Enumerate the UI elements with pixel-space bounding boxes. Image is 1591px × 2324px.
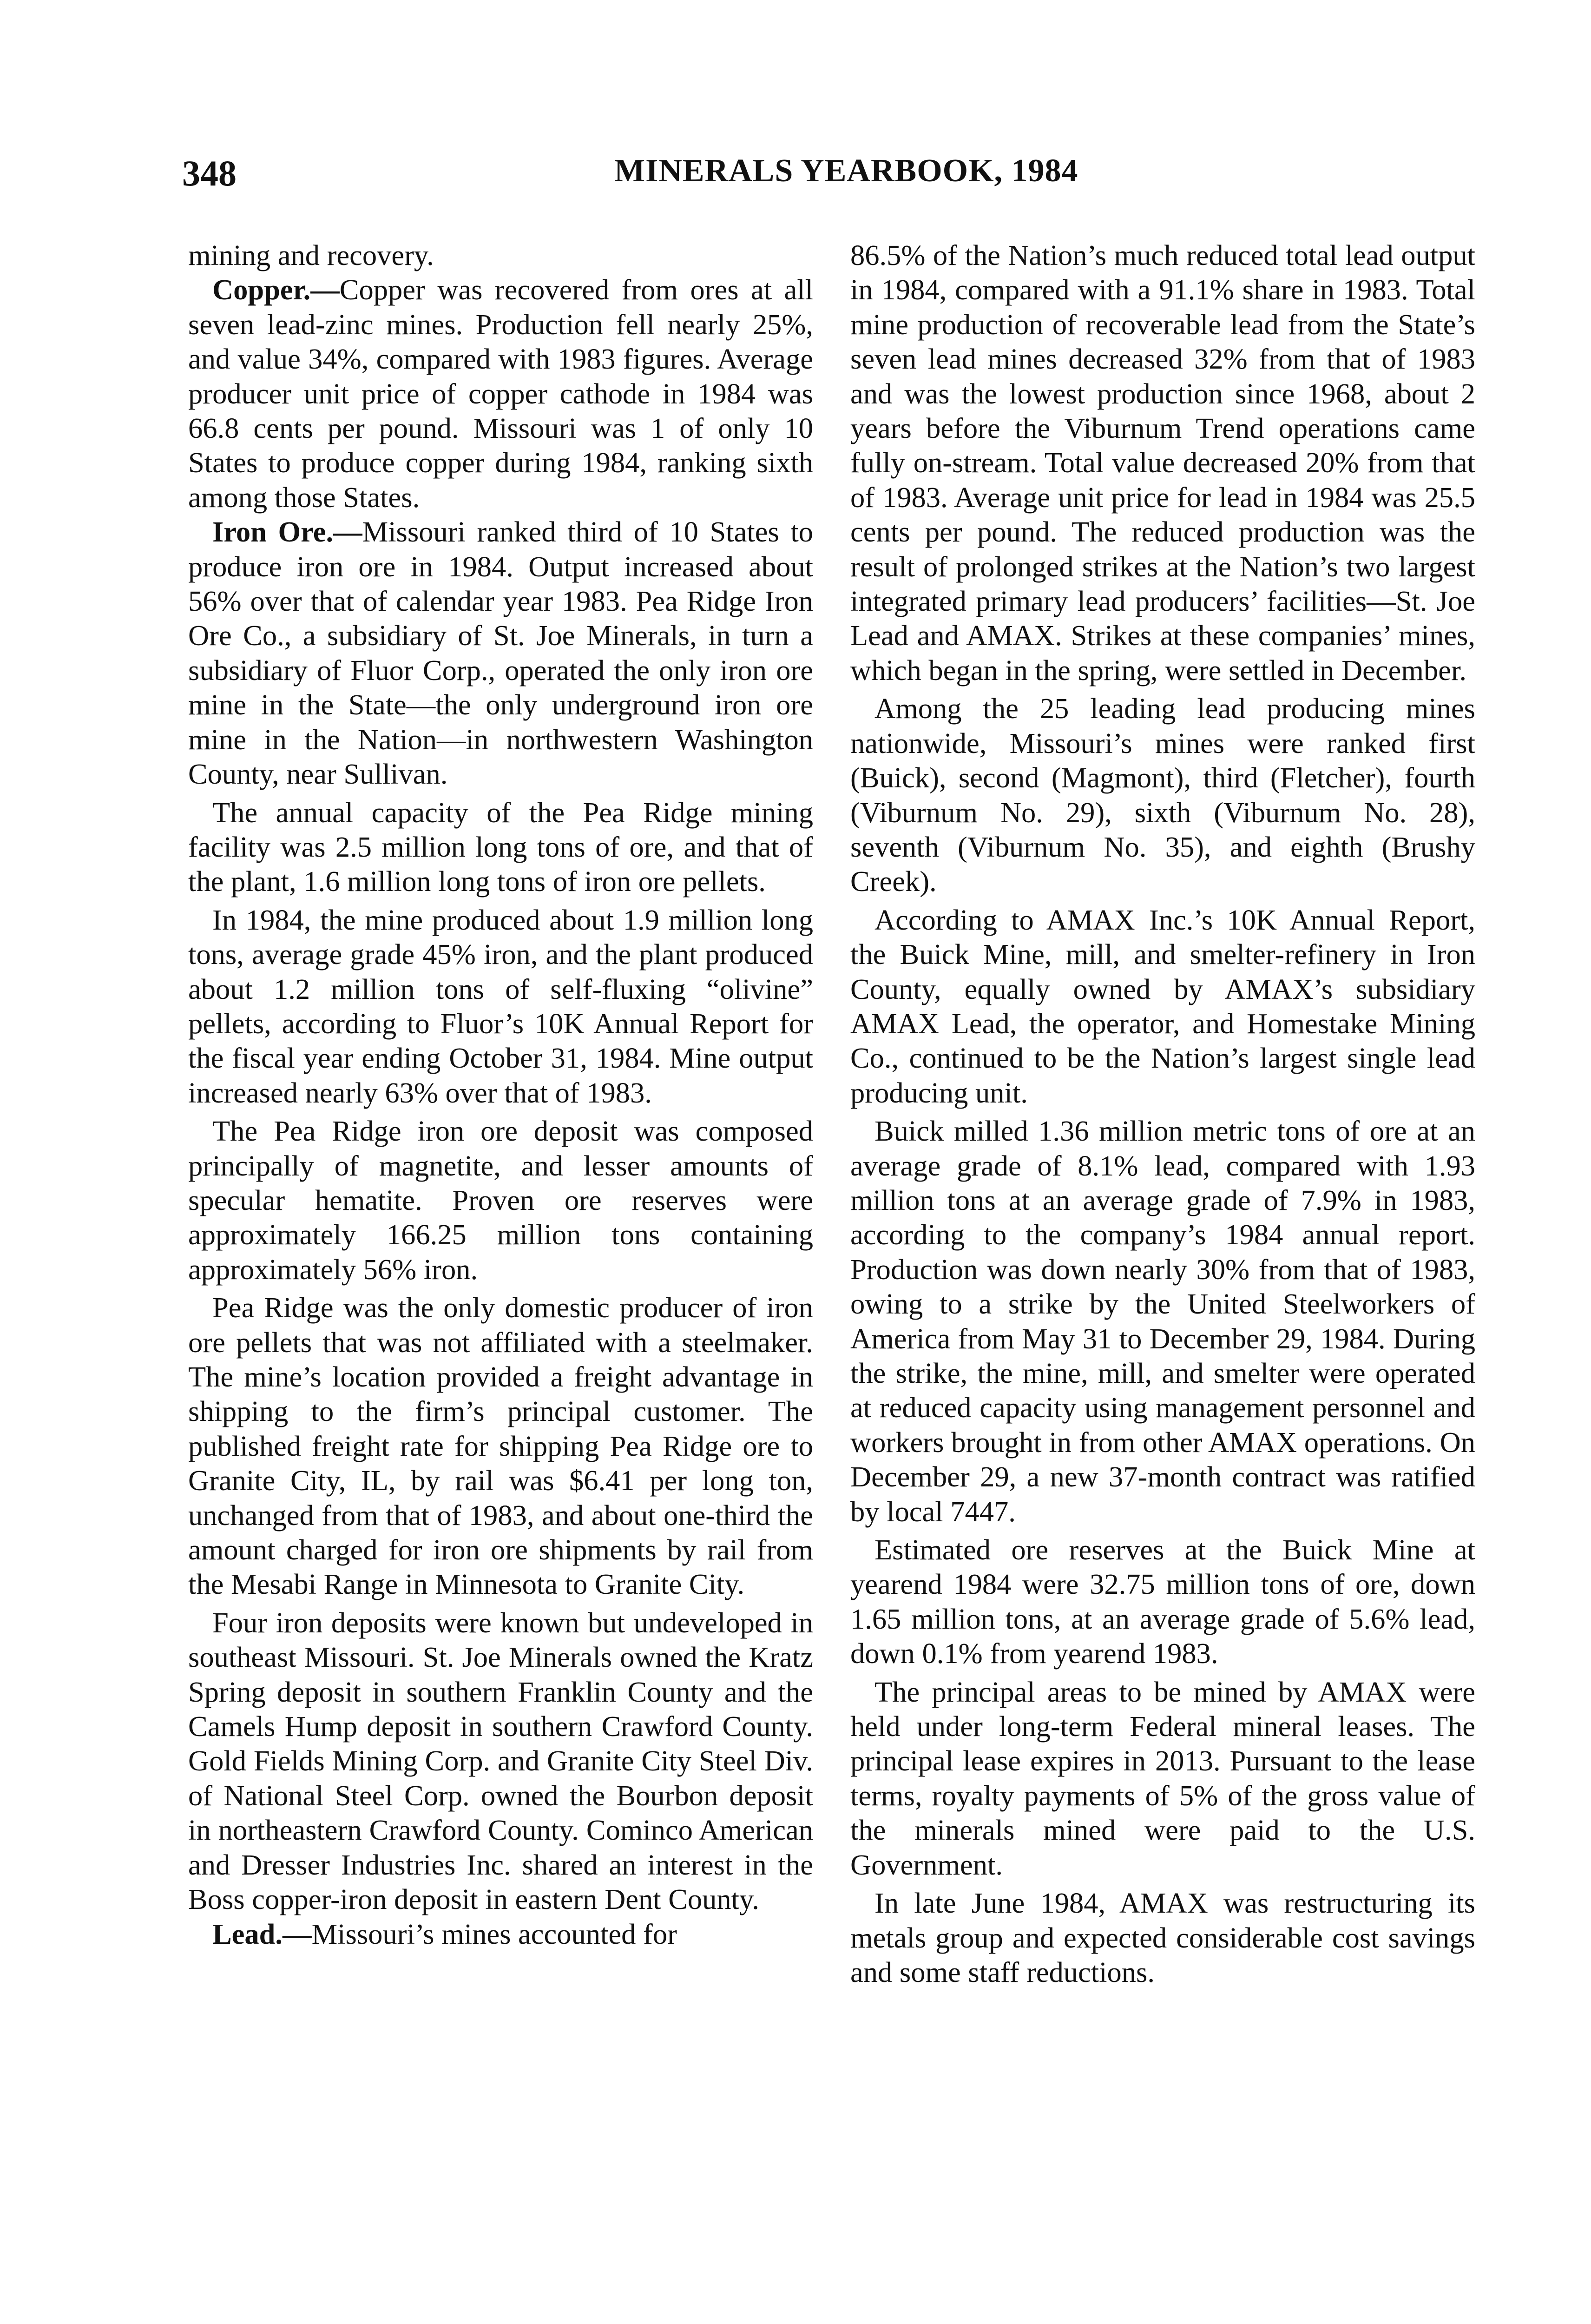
left-column xyxy=(188,238,813,1951)
paragraph-text: Copper was recovered from ores at all seven lead-zinc mines. Production fell nearly 25%, and value 34%, compared with 1983 figures. Average producer unit price of copper cathode in 1984 was 66.8 cents per pound. Missouri was 1 of only 10 States to produce copper during 1984, ranking sixth among those States. xyxy=(188,273,813,514)
paragraph: Among the 25 leading lead producing mines nationwide, Missouri’s mines were ranked first (Buick), second (Magmont), third (Fletcher), fourth (Viburnum No. 29), sixth (Viburnum No. 28), seventh (Viburnum No. 35), and eighth (Brushy Creek). xyxy=(850,692,1475,898)
paragraph: According to AMAX Inc.’s 10K Annual Report, the Buick Mine, mill, and smelter-refinery in Iron County, equally owned by AMAX’s subsidiary AMAX Lead, the operator, and Homestake Mining Co., continued to be the Nation’s largest single lead producing unit. xyxy=(850,903,1475,1109)
paragraph: Four iron deposits were known but undeveloped in southeast Missouri. St. Joe Minerals owned the Kratz Spring deposit in southern Franklin County and the Camels Hump deposit in southern Crawford County. Gold Fields Mining Corp. and Granite City Steel Div. of National Steel Corp. owned the Bourbon deposit in northeastern Crawford County. Cominco American and Dresser Industries Inc. shared an interest in the Boss copper-iron deposit in eastern Dent County. xyxy=(188,1606,813,1916)
paragraph: In late June 1984, AMAX was restructuring its metals group and expected considerable cost savings and some staff reductions. xyxy=(850,1887,1475,1988)
paragraph-lead xyxy=(188,1917,813,1951)
paragraph-copper xyxy=(188,272,813,515)
paragraph: Buick milled 1.36 million metric tons of ore at an average grade of 8.1% lead, compared with 1.93 million tons at an average grade of 7.9% in 1983, according to the company’s 1984 annual report. Production was down nearly 30% from that of 1983, owing to a strike by the United Steelworkers of America from May 31 to December 29, 1984. During the strike, the mine, mill, and smelter were operated at reduced capacity using management personnel and workers brought in from other AMAX operations. On December 29, a new 37-month contract was ratified by local 7447. xyxy=(850,1115,1475,1528)
paragraph: mining and recovery. xyxy=(188,239,434,271)
page-header xyxy=(182,152,1539,199)
paragraph-iron-ore xyxy=(188,515,813,791)
section-heading-lead: Lead.— xyxy=(212,1917,312,1950)
section-heading-copper: Copper.— xyxy=(212,273,340,306)
paragraph-text: Missouri ranked third of 10 States to produce iron ore in 1984. Output increased about 56% over that of calendar year 1983. Pea Ridge Iron Ore Co., a subsidiary of St. Joe Minerals, in turn a subsidiary of Fluor Corp., operated the only iron ore mine in the State—the only underground iron ore mine in the Nation—in northwestern Washington County, near Sullivan. xyxy=(188,515,813,791)
paragraph: Pea Ridge was the only domestic producer of iron ore pellets that was not affiliated with a steelmaker. The mine’s location provided a freight advantage in shipping to the firm’s principal customer. The published freight rate for shipping Pea Ridge ore to Granite City, IL, by rail was $6.41 per long ton, unchanged from that of 1983, and about one-third the amount charged for iron ore shipments by rail from the Mesabi Range in Minnesota to Granite City. xyxy=(188,1291,813,1601)
paragraph: The Pea Ridge iron ore deposit was composed principally of magnetite, and lesser amounts of specular hematite. Proven ore reserves were approximately 166.25 million tons containing approximately 56% iron. xyxy=(188,1115,813,1286)
paragraph: Estimated ore reserves at the Buick Mine at yearend 1984 were 32.75 million tons of ore, down 1.65 million tons, at an average grade of 5.6% lead, down 0.1% from yearend 1983. xyxy=(850,1533,1475,1670)
paragraph: 86.5% of the Nation’s much reduced total lead output in 1984, compared with a 91.1% share in 1983. Total mine production of recoverable lead from the State’s seven lead mines decreased 32% from that of 1983 and was the lowest production since 1968, about 2 years before the Viburnum Trend operations came fully on-stream. Total value decreased 20% from that of 1983. Average unit price for lead in 1984 was 25.5 cents per pound. The reduced production was the result of prolonged strikes at the Nation’s two largest integrated primary lead producers’ facilities—St. Joe Lead and AMAX. Strikes at these companies’ mines, which began in the spring, were settled in December. xyxy=(850,239,1475,687)
right-column xyxy=(850,238,1475,1989)
page-number: 348 xyxy=(182,153,237,193)
paragraph: The principal areas to be mined by AMAX were held under long-term Federal mineral leases. The principal lease expires in 2013. Pursuant to the lease terms, royalty payments of 5% of the gross value of the minerals mined were paid to the U.S. Government. xyxy=(850,1675,1475,1881)
paragraph: In 1984, the mine produced about 1.9 million long tons, average grade 45% iron, and the plant produced about 1.2 million tons of self-fluxing “olivine” pellets, according to Fluor’s 10K Annual Report for the fiscal year ending October 31, 1984. Mine output increased nearly 63% over that of 1983. xyxy=(188,903,813,1109)
section-heading-iron-ore: Iron Ore.— xyxy=(212,515,362,548)
running-title: MINERALS YEARBOOK, 1984 xyxy=(614,153,1078,189)
paragraph: The annual capacity of the Pea Ridge mining facility was 2.5 million long tons of ore, and that of the plant, 1.6 million long tons of iron ore pellets. xyxy=(188,796,813,898)
paragraph-text: Missouri’s mines accounted for xyxy=(311,1917,677,1950)
